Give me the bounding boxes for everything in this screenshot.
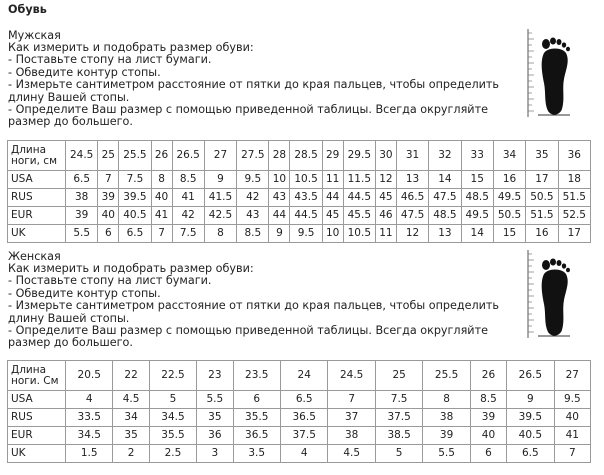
men-cell: 35 (526, 141, 558, 171)
men-row-label: RUS (8, 189, 66, 207)
men-cell: 30 (375, 141, 396, 171)
women-cell: 35.5 (149, 427, 196, 445)
men-cell: 15 (493, 225, 525, 243)
men-cell: 40.5 (119, 207, 151, 225)
women-cell: 35.5 (233, 409, 280, 427)
men-cell: 8 (151, 171, 172, 189)
men-cell: 8.5 (237, 225, 269, 243)
men-instructions (8, 42, 499, 129)
women-step-3: - Измерьте сантиметром расстояние от пятки до края пальцев, чтобы определить (8, 299, 500, 313)
women-cell: 3.5 (233, 445, 280, 463)
men-cell: 47.5 (429, 189, 461, 207)
men-cell: 11 (375, 225, 396, 243)
women-cell: 37 (328, 409, 375, 427)
men-cell: 10.5 (343, 225, 375, 243)
men-row-label: USA (8, 171, 66, 189)
men-step-4: длину Вашей стопы. (8, 90, 130, 104)
men-step-5: - Определите Ваш размер с помощью приведенной таблицы. Всегда округляйте (8, 103, 488, 117)
women-cell: 37.5 (375, 409, 422, 427)
men-cell: 41.5 (204, 189, 236, 207)
men-cell: 29.5 (343, 141, 375, 171)
men-cell: 9 (204, 171, 236, 189)
women-step-0: Как измерить и подобрать размер обуви: (8, 262, 254, 275)
men-cell: 38 (66, 189, 98, 207)
women-cell: 34.5 (149, 409, 196, 427)
women-cell: 35 (113, 427, 149, 445)
men-cell: 36 (558, 141, 590, 171)
women-step-2: - Обведите контур стопы. (8, 286, 161, 300)
women-row-eur (8, 427, 591, 445)
women-cell: 24.5 (328, 361, 375, 391)
men-cell: 32 (429, 141, 461, 171)
men-cell: 45.5 (343, 207, 375, 225)
women-cell: 39 (423, 427, 470, 445)
men-cell: 40 (151, 189, 172, 207)
men-cell: 50.5 (493, 207, 525, 225)
men-cell: 8.5 (172, 171, 204, 189)
men-row-label: UK (8, 225, 66, 243)
men-cell: 44 (322, 189, 343, 207)
men-cell: 17 (558, 225, 590, 243)
men-cell: 44.5 (343, 189, 375, 207)
men-row-uk (8, 225, 591, 243)
men-cell: 24.5 (66, 141, 98, 171)
men-cell: 25 (98, 141, 119, 171)
men-cell: 43 (269, 189, 290, 207)
men-cell: 9.5 (237, 171, 269, 189)
men-cell: 45 (375, 189, 396, 207)
women-step-4: длину Вашей стопы. (8, 311, 130, 325)
men-cell: 44 (269, 207, 290, 225)
women-cell: 35 (197, 409, 233, 427)
men-row-label: EUR (8, 207, 66, 225)
women-cell: 4.5 (113, 391, 149, 409)
men-step-6: размер до большего. (8, 115, 133, 129)
women-row-rus (8, 409, 591, 427)
women-row-label: RUS (8, 409, 66, 427)
men-cell: 26.5 (172, 141, 204, 171)
women-cell: 23 (197, 361, 233, 391)
women-cell: 24 (280, 361, 327, 391)
men-cell: 44.5 (290, 207, 322, 225)
men-cell: 11 (322, 171, 343, 189)
men-cell: 42.5 (204, 207, 236, 225)
men-cell: 27.5 (237, 141, 269, 171)
men-cell: 14 (429, 171, 461, 189)
men-cell: 10 (322, 225, 343, 243)
men-step-2: - Обведите контур стопы. (8, 65, 161, 79)
men-cell: 16 (493, 171, 525, 189)
women-cell: 1.5 (66, 445, 113, 463)
men-cell: 51.5 (526, 207, 558, 225)
women-cell: 5 (149, 391, 196, 409)
women-cell: 20.5 (66, 361, 113, 391)
women-cell: 7 (328, 391, 375, 409)
women-cell: 39 (470, 409, 506, 427)
men-section-title: Мужская (8, 29, 61, 42)
men-cell: 12 (396, 225, 428, 243)
women-cell: 8 (423, 391, 470, 409)
men-cell: 26 (151, 141, 172, 171)
women-cell: 9.5 (554, 391, 590, 409)
men-cell: 48.5 (461, 189, 493, 207)
women-cell: 40.5 (507, 427, 554, 445)
men-cell: 17 (526, 171, 558, 189)
men-cell: 12 (375, 171, 396, 189)
women-step-5: - Определите Ваш размер с помощью приведенной таблицы. Всегда округляйте (8, 324, 488, 338)
women-cell: 7 (554, 445, 590, 463)
men-cell: 51.5 (558, 189, 590, 207)
women-cell: 5 (375, 445, 422, 463)
men-cell: 6.5 (119, 225, 151, 243)
men-cell: 28.5 (290, 141, 322, 171)
men-step-1: - Поставьте стопу на лист бумаги. (8, 53, 212, 67)
women-row-label: UK (8, 445, 66, 463)
men-cell: 47.5 (396, 207, 428, 225)
men-cell: 46.5 (396, 189, 428, 207)
women-cell: 27 (554, 361, 590, 391)
women-row-label: USA (8, 391, 66, 409)
women-cell: 40 (470, 427, 506, 445)
men-cell: 48.5 (429, 207, 461, 225)
women-cell: 6.5 (280, 391, 327, 409)
men-cell: 13 (429, 225, 461, 243)
women-cell: 36.5 (280, 409, 327, 427)
women-instructions (8, 263, 499, 350)
women-cell: 38 (328, 427, 375, 445)
women-cell: 26 (470, 361, 506, 391)
men-cell: 14 (461, 225, 493, 243)
men-cell: 10 (269, 171, 290, 189)
men-step-3: - Измерьте сантиметром расстояние от пятки до края пальцев, чтобы определить (8, 78, 500, 92)
men-cell: 33 (461, 141, 493, 171)
men-cell: 39 (98, 189, 119, 207)
men-cell: 15 (461, 171, 493, 189)
men-row-length (8, 141, 591, 171)
women-cell: 8.5 (470, 391, 506, 409)
men-cell: 6 (98, 225, 119, 243)
page-title: Обувь (8, 3, 47, 16)
men-cell: 45 (322, 207, 343, 225)
men-cell: 46 (375, 207, 396, 225)
women-cell: 4 (66, 391, 113, 409)
women-row-label: Длина ноги. См (8, 361, 66, 391)
men-cell: 29 (322, 141, 343, 171)
men-cell: 50.5 (526, 189, 558, 207)
women-cell: 34.5 (66, 427, 113, 445)
women-cell: 2 (113, 445, 149, 463)
men-cell: 7.5 (172, 225, 204, 243)
men-cell: 9 (269, 225, 290, 243)
women-cell: 4.5 (328, 445, 375, 463)
women-cell: 22 (113, 361, 149, 391)
men-cell: 52.5 (558, 207, 590, 225)
women-cell: 22.5 (149, 361, 196, 391)
women-row-usa (8, 391, 591, 409)
women-row-length (8, 361, 591, 391)
men-cell: 7 (98, 171, 119, 189)
men-step-0: Как измерить и подобрать размер обуви: (8, 41, 254, 54)
women-cell: 26.5 (507, 361, 554, 391)
women-cell: 25 (375, 361, 422, 391)
women-cell: 38 (423, 409, 470, 427)
women-cell: 25.5 (423, 361, 470, 391)
men-row-eur (8, 207, 591, 225)
men-cell: 16 (526, 225, 558, 243)
men-cell: 13 (396, 171, 428, 189)
women-cell: 7.5 (375, 391, 422, 409)
women-cell: 6 (470, 445, 506, 463)
women-step-6: размер до большего. (8, 336, 133, 350)
women-cell: 36 (197, 427, 233, 445)
men-cell: 41 (172, 189, 204, 207)
men-cell: 7 (151, 225, 172, 243)
men-row-usa (8, 171, 591, 189)
men-cell: 49.5 (493, 189, 525, 207)
men-cell: 31 (396, 141, 428, 171)
women-cell: 36.5 (233, 427, 280, 445)
men-cell: 7.5 (119, 171, 151, 189)
women-cell: 5.5 (197, 391, 233, 409)
women-section-title: Женская (8, 250, 61, 263)
women-cell: 3 (197, 445, 233, 463)
women-cell: 6.5 (507, 445, 554, 463)
men-cell: 25.5 (119, 141, 151, 171)
men-cell: 39 (66, 207, 98, 225)
men-cell: 40 (98, 207, 119, 225)
men-cell: 9.5 (290, 225, 322, 243)
men-cell: 6.5 (66, 171, 98, 189)
women-cell: 2.5 (149, 445, 196, 463)
men-cell: 18 (558, 171, 590, 189)
men-cell: 39.5 (119, 189, 151, 207)
men-cell: 34 (493, 141, 525, 171)
men-cell: 10.5 (290, 171, 322, 189)
women-cell: 6 (233, 391, 280, 409)
women-cell: 5.5 (423, 445, 470, 463)
women-cell: 39.5 (507, 409, 554, 427)
foot-measure-icon (522, 248, 592, 340)
women-cell: 33.5 (66, 409, 113, 427)
men-cell: 11.5 (343, 171, 375, 189)
women-row-label: EUR (8, 427, 66, 445)
foot-measure-icon (522, 27, 592, 119)
men-cell: 43 (237, 207, 269, 225)
men-cell: 42 (237, 189, 269, 207)
women-cell: 23.5 (233, 361, 280, 391)
men-cell: 49.5 (461, 207, 493, 225)
men-cell: 43.5 (290, 189, 322, 207)
women-row-uk (8, 445, 591, 463)
men-cell: 27 (204, 141, 236, 171)
women-cell: 4 (280, 445, 327, 463)
men-cell: 28 (269, 141, 290, 171)
men-row-rus (8, 189, 591, 207)
women-cell: 34 (113, 409, 149, 427)
women-size-table (7, 360, 591, 463)
women-cell: 38.5 (375, 427, 422, 445)
women-cell: 9 (507, 391, 554, 409)
men-row-label: Длина ноги, см (8, 141, 66, 171)
men-cell: 42 (172, 207, 204, 225)
men-size-table (7, 140, 591, 243)
men-cell: 8 (204, 225, 236, 243)
women-cell: 40 (554, 409, 590, 427)
men-cell: 5.5 (66, 225, 98, 243)
women-cell: 37.5 (280, 427, 327, 445)
men-cell: 41 (151, 207, 172, 225)
women-cell: 41 (554, 427, 590, 445)
women-step-1: - Поставьте стопу на лист бумаги. (8, 274, 212, 288)
